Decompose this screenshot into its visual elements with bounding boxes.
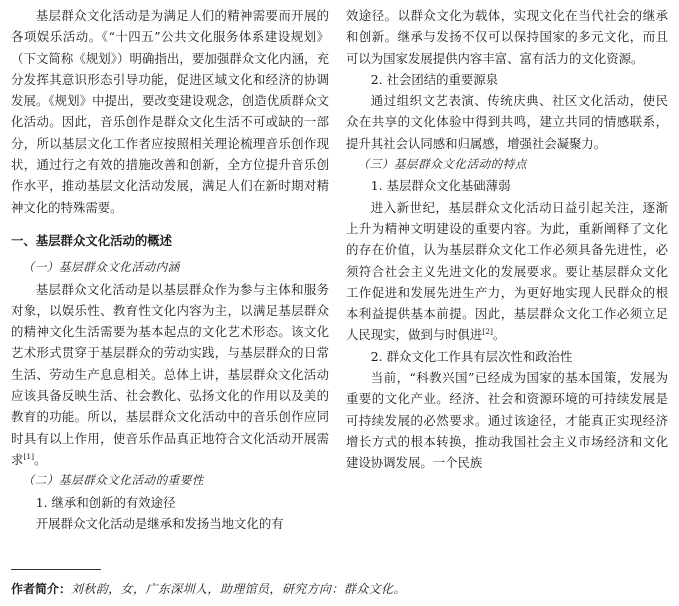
subsection-heading-importance: （二）基层群众文化活动的重要性	[22, 473, 205, 488]
item-heading-hierarchy-politics: 2. 群众文化工作具有层次性和政治性	[370, 348, 573, 364]
author-info: 刘秋韵，女，广东深圳人，助理馆员，研究方向：群众文化。	[71, 582, 406, 596]
solidarity-paragraph: 通过组织文艺表演、传统庆典、社区文化活动，使民众在共享的文化体验中得到共鸣，建立共同的情感联系，提升其社会认同感和归属感，增强社会凝聚力。	[346, 93, 668, 151]
item-heading-weak-foundation: 1. 基层群众文化基础薄弱	[370, 178, 511, 194]
connotation-text: 基层群众文化活动是以基层群众作为参与主体和服务对象，以娱乐性、教育性文化内容为主，以满足基层群众的精神文化生活需要为基本起点的文化艺术形态。该文化艺术形式贯穿于基层群众的劳动实践，与基层群众的日常生活、劳动生产息息相关。总体上讲，基层群众文化活动应该具备反映生活、社会教化、弘扬文化的作用以及美的教育的功能。所以，基层群众文化活动中的音乐创作应同时具有以上作用，使音乐作品真正地符合文化活动开展需求	[11, 281, 329, 467]
weak-foundation-paragraph	[346, 197, 668, 346]
connotation-paragraph	[11, 279, 329, 471]
subsection-heading-features: （三）基层群众文化活动的特点	[357, 157, 527, 172]
intro-paragraph: 基层群众文化活动是为满足人们的精神需要而开展的各项娱乐活动。《“十四五”公共文化服务体系建设规划》（下文简称《规划》）明确指出，要加强群众文化内涵，充分发挥其意识形态引导功能，促进区域文化和经济的协调发展。《规划》中提出，要改变建设观念，创造优质群众文化活动。因此，音乐创作是群众文化生活不可或缺的一部分，所以基层文化工作者应按照相关理论梳理音乐创作现状，通过行之有效的措施改善和创新，全方位提升音乐创作水平，推动基层文化活动发展，满足人们在新时期对精神文化的特殊需要。	[11, 8, 329, 215]
left-column	[11, 5, 329, 534]
inheritance-paragraph-cont: 效途径。以群众文化为载体，实现文化在当代社会的继承和创新。继承与发扬不仅可以保持国家的多元文化，而且可以为国家发展提供内容丰富、富有活力的文化资源。	[346, 8, 668, 66]
item-heading-inheritance: 1. 继承和创新的有效途径	[35, 494, 176, 510]
weak-foundation-text: 进入新世纪，基层群众文化活动日益引起关注，逐渐上升为精神文明建设的重要内容。为此，重新阐释了文化的存在价值，认为基层群众文化工作必须具备先进性，必须符合社会主义先进文化的发展要求。要让基层群众文化工作促进和发展先进生产力，为更好地实现人民群众的根本利益提供基本前提。因此，基层群众文化工作必须立足人民现实，做到与时俱进	[346, 199, 668, 343]
citation-ref-1: [1]	[23, 451, 35, 461]
weak-foundation-end: 。	[492, 327, 506, 343]
hierarchy-politics-paragraph: 当前，“科教兴国”已经成为国家的基本国策，发展为重要的文化产业。经济、社会和资源环境的可持续发展是可持续发展的必然要求。通过该途径，才能真正实现经济增长方式的根本转换，推动我国社会主义市场经济和文化建设协调发展。一个民族	[346, 370, 668, 471]
section-heading-overview: 一、基层群众文化活动的概述	[11, 232, 173, 248]
author-footnote	[11, 580, 406, 598]
subsection-heading-connotation: （一）基层群众文化活动内涵	[22, 260, 180, 275]
right-column	[346, 5, 668, 474]
inheritance-paragraph-start: 开展群众文化活动是继承和发扬当地文化的有	[35, 515, 284, 531]
citation-ref-2: [2]	[482, 327, 493, 337]
footnote-rule	[11, 569, 101, 570]
item-heading-solidarity: 2. 社会团结的重要源泉	[370, 71, 499, 87]
author-label: 作者简介：	[11, 582, 72, 596]
connotation-end: 。	[34, 451, 47, 467]
